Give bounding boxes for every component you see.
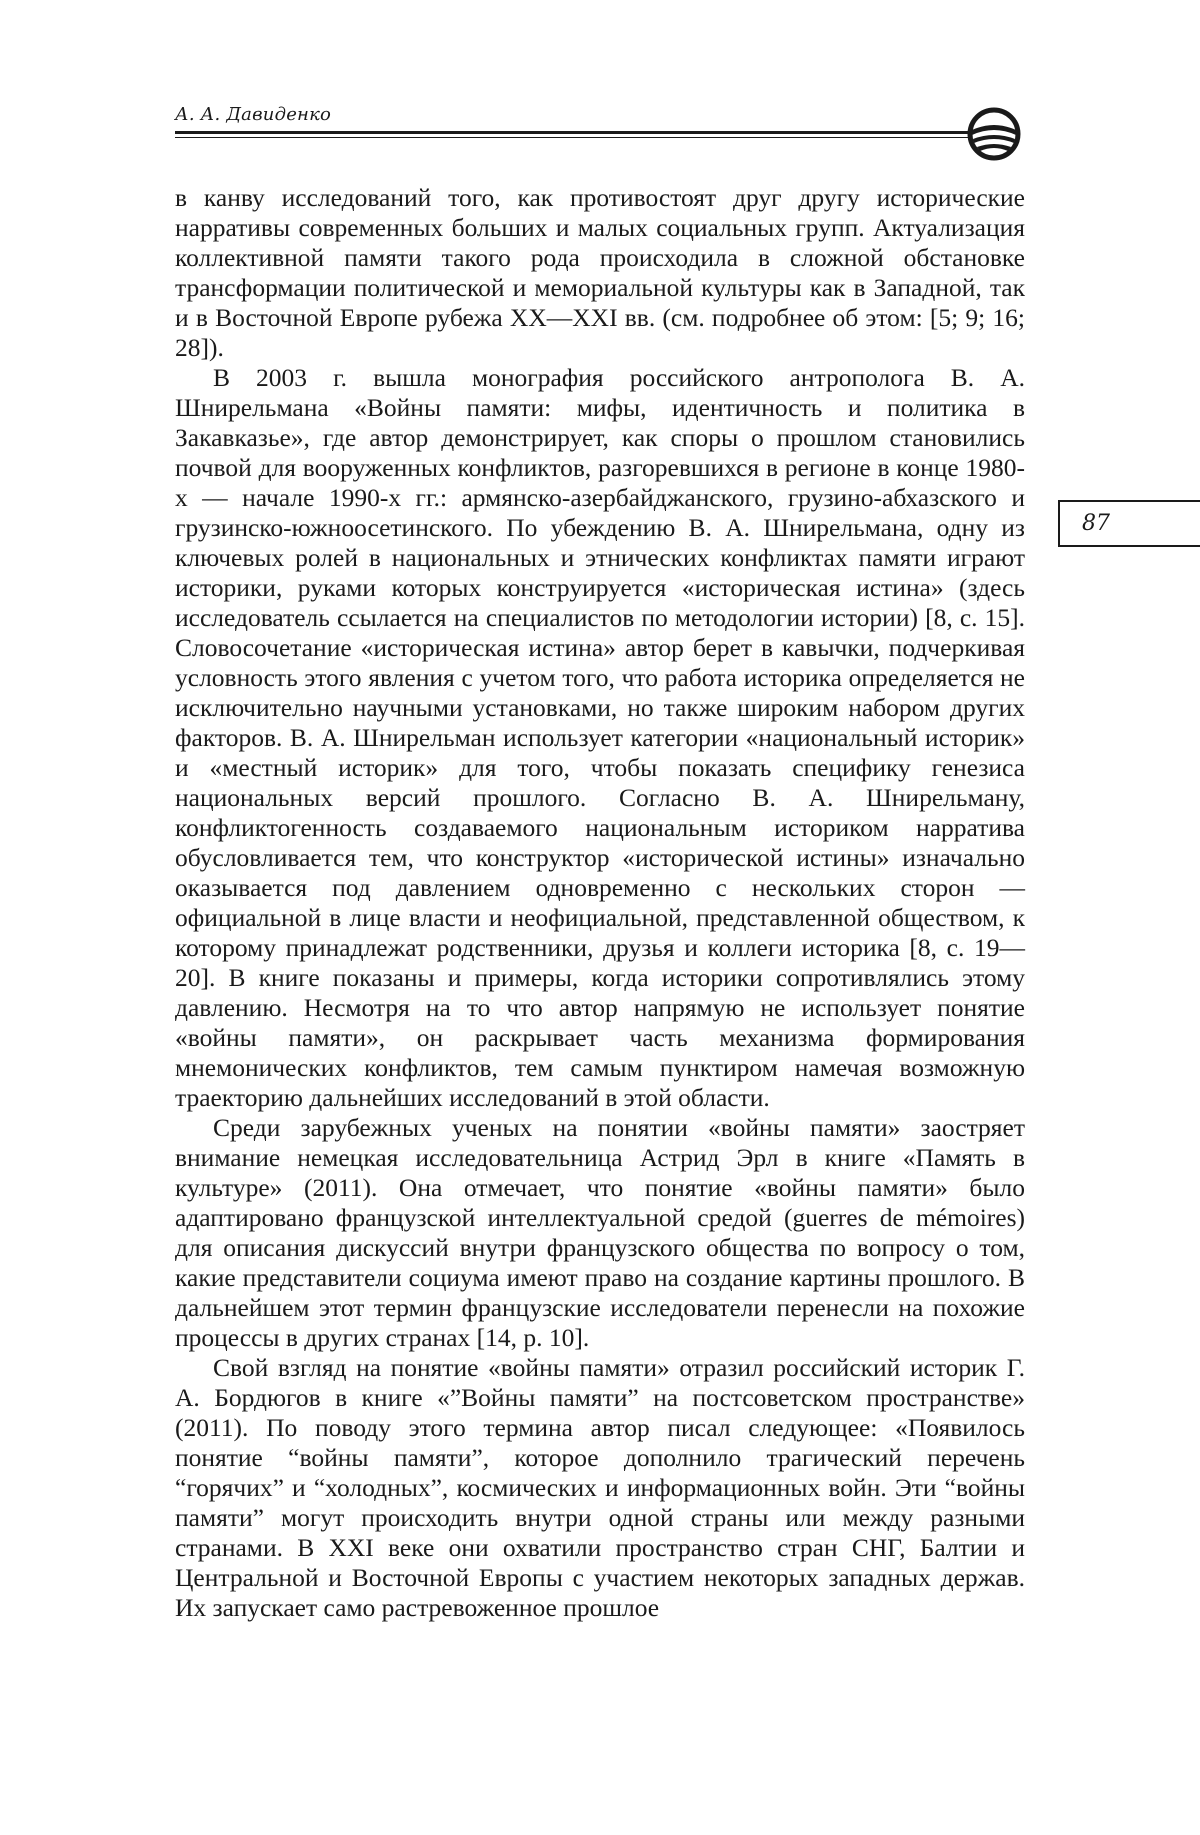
- header-rule-thin: [175, 137, 970, 138]
- header-rule: [175, 131, 970, 134]
- page-number: 87: [1082, 511, 1110, 536]
- page-number-tab: [1058, 500, 1200, 547]
- paragraph: в канву исследований того, как противостоят друг другу исторические нарративы современных больших и малых социальных групп. Актуализация коллективной памяти такого рода происходила в сложной обстановке трансформации политической и мемориальной культуры как в Западной, так и в Восточной Европе рубежа XX—XXI вв. (см. подробнее об этом: [5; 9; 16; 28]).: [175, 183, 1025, 362]
- wave-globe-icon: [964, 104, 1024, 164]
- article-body: [175, 183, 1025, 1623]
- running-head: А. А. Давиденко: [175, 104, 332, 125]
- paragraph: Среди зарубежных ученых на понятии «войны памяти» заостряет внимание немецкая исследовательница Астрид Эрл в книге «Память в культуре» (2011). Она отмечает, что понятие «войны памяти» было адаптировано французской интеллектуальной средой (guerres de mémoires) для описания дискуссий внутри французского общества по вопросу о том, какие представители социума имеют право на создание картины прошлого. В дальнейшем этот термин французские исследователи перенесли на похожие процессы в других странах [14, p. 10].: [175, 1113, 1025, 1352]
- paragraph: В 2003 г. вышла монография российского антрополога В. А. Шнирельмана «Войны памяти: мифы, идентичность и политика в Закавказье», где автор демонстрирует, как споры о прошлом становились почвой для вооруженных конфликтов, разгоревшихся в регионе в конце 1980-х — начале 1990-х гг.: армянско-азербайджанского, грузино-абхазского и грузинско-южноосетинского. По убеждению В. А. Шнирельмана, одну из ключевых ролей в национальных и этнических конфликтах памяти играют историки, руками которых конструируется «историческая истина» (здесь исследователь ссылается на специалистов по методологии истории) [8, с. 15]. Словосочетание «историческая истина» автор берет в кавычки, подчеркивая условность этого явления с учетом того, что работа историка определяется не исключительно научными установками, но также широким набором других факторов. В. А. Шнирельман использует категории «национальный историк» и «местный историк» для того, чтобы показать специфику генезиса национальных версий прошлого. Согласно В. А. Шнирельману, конфликтогенность создаваемого национальным историком нарратива обусловливается тем, что конструктор «исторической истины» изначально оказывается под давлением одновременно с нескольких сторон — официальной в лице власти и неофициальной, представленной обществом, к которому принадлежат родственники, друзья и коллеги историка [8, с. 19—20]. В книге показаны и примеры, когда историки сопротивлялись этому давлению. Несмотря на то что автор напрямую не использует понятие «войны памяти», он раскрывает часть механизма формирования мнемонических конфликтов, тем самым пунктиром намечая возможную траекторию дальнейших исследований в этой области.: [175, 363, 1025, 1112]
- paragraph: Свой взгляд на понятие «войны памяти» отразил российский историк Г. А. Бордюгов в книге «”Войны памяти” на постсоветском пространстве» (2011). По поводу этого термина автор писал следующее: «Появилось понятие “войны памяти”, которое дополнило трагический перечень “горячих” и “холодных”, космических и информационных войн. Эти “войны памяти” могут происходить внутри одной страны или между разными странами. В XXI веке они охватили пространство стран СНГ, Балтии и Центральной и Восточной Европы с участием некоторых западных держав. Их запускает само растревоженное прошлое: [175, 1353, 1025, 1622]
